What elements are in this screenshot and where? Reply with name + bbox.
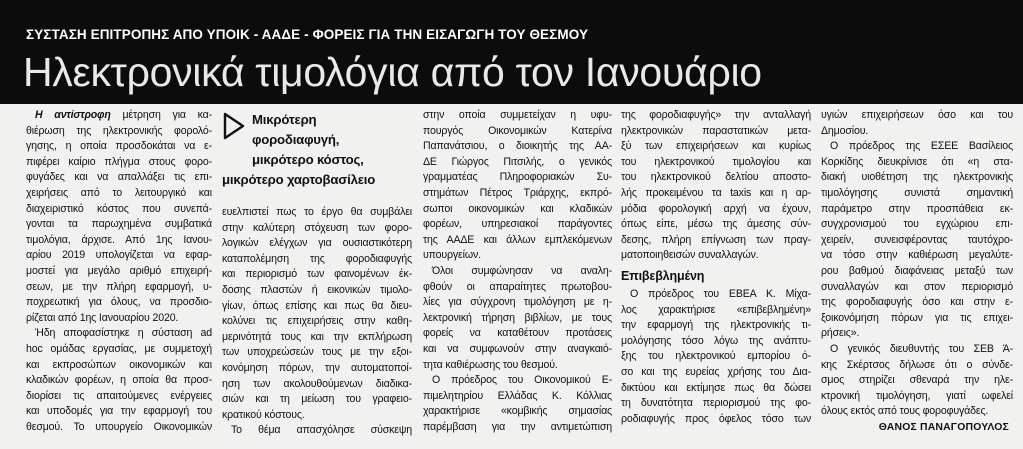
text-line: τη δυνατότητα περιορισμού της φο- (621, 397, 811, 410)
text-line: γονται τα παρωχημένα συμβατικά (26, 218, 212, 231)
paragraph (621, 287, 811, 427)
text-line: Ο γενικός διευθυντής του ΣΕΒ Ά- (830, 342, 1013, 355)
text-line: δεσης, πλήρη επίγνωση των πραγ- (621, 233, 811, 246)
text-line: της φοροδιαφυγής» την ανταλλαγή (621, 109, 811, 121)
text-line: Ο πρόεδρος της ΕΣΕΕ Βασίλειος (830, 140, 1013, 153)
text-line: τιμολόγησης συνιστά σημαντική (821, 186, 1013, 199)
text-line: διορίσει τις απαιτούμενες ενέργειες (26, 389, 212, 402)
text-line: στην οποία συμμετείχαν η υφυ- (423, 109, 612, 121)
pull-quote-line: φοροδιαφυγή, (252, 132, 340, 147)
text-line: όπως είπε, μέσω της άμεσης σύν- (621, 218, 811, 231)
pull-quote-line: Μικρότερη (252, 112, 317, 127)
text-line: κρατικού κόστους. (222, 408, 305, 421)
text-line: τητα καθιέρωσης του θεσμού. (423, 358, 558, 371)
text-line: χειρήσεις από το λειτουργικό και (26, 186, 212, 199)
text-line: δικτύου και εκτίμησε πως θα δώσει (621, 381, 811, 394)
text-line: ματοποιηθεισών συναλλαγών. (621, 249, 759, 262)
text-line: διαχειριστικό κόστος που συνεπά- (26, 202, 212, 215)
text-line: λος χαρακτήρισε «επιβεβλημένη» (621, 303, 811, 316)
paragraph (26, 108, 212, 326)
text-line: πιφέρει καίριο πλήγμα στους φορο- (26, 155, 212, 168)
text-line: σο και της ευρείας χρήσης του Δια- (621, 365, 811, 378)
text-line: ηλεκτρονικών παραστατικών μετα- (621, 124, 811, 137)
pull-quote-line: μικρότερο χαρτοβασίλειο (222, 172, 376, 187)
text-line: ροδιαφυγής προς όφελος τόσο των (621, 412, 811, 425)
text-line: ρήσεις». (821, 327, 860, 340)
text-line: πουργός Οικονομικών Κατερίνα (423, 124, 612, 137)
text-line: μερινότητά τους και την εκπλήρωση (222, 330, 412, 343)
text-line: υπουργείων. (423, 249, 481, 262)
text-line: λής προκειμένου τα taxis και η αρ- (621, 186, 811, 199)
paragraph (222, 205, 412, 423)
text-line: παράμετρο στην προσπάθεια εκ- (821, 202, 1013, 215)
pull-quote (222, 108, 412, 205)
text-line: ευελπιστεί πως το έργο θα συμβάλει (222, 206, 412, 218)
text-line: ξοικονόμηση πόρων για τις επιχει- (821, 311, 1013, 324)
paragraph (222, 423, 412, 439)
text-line: την εφαρμογή της ηλεκτρονικής τι- (621, 319, 811, 332)
text-line: θεσμού. Το υπουργείο Οικονομικών (26, 420, 212, 433)
text-line: ρίζεται από 1ης Ιανουαρίου 2020. (26, 311, 179, 324)
text-line: σιών και τη μείωση του γραφειο- (222, 393, 412, 406)
text-line: λίες για σύγχρονη τιμολόγηση με η- (423, 296, 612, 309)
paragraph (423, 108, 612, 264)
text-line: λογικών ελέγχων για ουσιαστικότερη (222, 237, 412, 250)
text-line: ρου βαθμού διαφάνειας μεταξύ των (821, 264, 1013, 277)
headline: Ηλεκτρονικά τιμολόγια από τον Ιανουάριο (23, 49, 762, 95)
text-line: θιέρωση της ηλεκτρονικής φορολό- (26, 124, 212, 137)
text-line: φθούν οι απαραίτητες πρωτοβου- (423, 280, 612, 293)
text-line: δοσης πλαστών ή εικονικών τιμολο- (222, 283, 412, 296)
line-text: μέτρηση για κα- (122, 109, 212, 121)
text-line: λεκτρονική τήρηση βιβλίων, με τους (423, 311, 612, 324)
text-line: κονόμηση πόρων, την αυτοματοποί- (222, 361, 412, 374)
text-line: συναλλαγών και στον περιορισμό (821, 280, 1013, 293)
text-line: ξης του ηλεκτρονικού εμπορίου ό- (621, 350, 811, 363)
text-line: στημάτων Πέτρος Τριάρχης, εκπρό- (423, 186, 612, 199)
text-line: καταπολέμηση της φοροδιαφυγής (222, 252, 412, 265)
text-line: γησης, η οποία προσδοκάται να ε- (26, 140, 212, 153)
text-line: συγχρονισμού του εγχώριου επι- (821, 218, 1013, 231)
text-line: γίων, όπως επίσης και πως θα διευ- (222, 299, 412, 312)
article-column (222, 108, 412, 444)
text-line: φορέων, υπηρεσιακοί παράγοντες (423, 218, 612, 231)
text-line: μοστεί για μεγάλο αριθμό επιχειρή- (26, 264, 212, 277)
text-line: κλαδικών φορέων, η οποία θα προσ- (26, 374, 212, 387)
text-line: αρίου 2019 υπολογίζεται να εφαρ- (26, 249, 212, 262)
subheading: Επιβεβλημένη (621, 268, 705, 283)
text-line: hoc ομάδας εργασίας, με συμμετοχή (26, 342, 212, 355)
text-line: των υποχρεώσεών τους με την εξοι- (222, 346, 412, 359)
paragraph (821, 139, 1013, 342)
text-line: στην καλύτερη στόχευση των φορο- (222, 221, 412, 234)
paragraph (423, 373, 612, 435)
author-byline: ΘΑΝΟΣ ΠΑΝΑΓΟΠΟΥΛΟΣ (878, 421, 1009, 433)
text-line: ηση των ακολουθούμενων διαδικα- (222, 377, 412, 390)
paragraph (423, 264, 612, 373)
article-column (423, 108, 612, 444)
text-line: Το θέμα απασχόλησε σύσκεψη (231, 424, 412, 437)
article-column (621, 108, 811, 444)
article-column (821, 108, 1013, 444)
text-line: ποχρεωτική για όλους, να προσδιο- (26, 296, 212, 309)
text-line (26, 108, 212, 124)
text-line: Ο πρόεδρος του ΕΒΕΑ Κ. Μίχα- (630, 287, 811, 300)
text-line: κτρονική τιμολόγηση, γιατί ωφελεί (821, 389, 1013, 402)
text-line: Ο πρόεδρος του Οικονομικού Ε- (432, 374, 612, 387)
text-line: κης Σκέρτσος δήλωσε ότι ο σύνδε- (821, 358, 1013, 371)
text-line: της φοροδιαφυγής όσο και στην ε- (821, 296, 1013, 309)
text-line: και υποδομές για την εφαρμογή του (26, 405, 212, 418)
text-line: σμος στηρίζει σθεναρά την ηλε- (821, 374, 1013, 387)
text-line: και περιορισμό των φαινομένων έκ- (222, 268, 412, 281)
text-line: της ΑΑΔΕ και άλλων εμπλεκόμενων (423, 233, 612, 246)
text-line: φορείς να καταθέτουν προτάσεις (423, 327, 612, 340)
triangle-outline-icon (222, 111, 252, 151)
text-line: διακή υιοθέτηση της ηλεκτρονικής (821, 171, 1013, 184)
text-line: Ήδη αποφασίστηκε η σύσταση ad (35, 327, 212, 340)
text-line: του ηλεκτρονικού δελτίου αποστο- (621, 171, 811, 184)
masthead (0, 0, 1023, 104)
text-line: χειρείν, συνεισφέροντας ταυτόχρο- (821, 233, 1013, 246)
text-line: πιμελητηρίου Ελλάδας Κ. Κόλλιας (423, 389, 612, 402)
text-line: γραμματέας Πληροφοριακών Συ- (423, 171, 612, 184)
paragraph (621, 108, 811, 264)
paragraph (821, 342, 1013, 420)
text-line: Κορκίδης διευκρίνισε ότι «η στα- (821, 155, 1013, 168)
text-line: τιμολόγια, άρχισε. Από 1ης Ιανου- (26, 233, 212, 246)
kicker: ΣΥΣΤΑΣΗ ΕΠΙΤΡΟΠΗΣ ΑΠΟ ΥΠΟΙΚ - ΑΑΔΕ - ΦΟΡΕΙΣ ΓΙΑ ΤΗΝ ΕΙΣΑΓΩΓΗ ΤΟΥ ΘΕΣΜΟΥ (26, 27, 589, 42)
paragraph (26, 326, 212, 435)
paragraph (821, 108, 1013, 139)
text-line: Όλοι συμφώνησαν να αναλη- (432, 264, 612, 277)
text-line: σεων, με την πλήρη εφαρμογή, υ- (26, 280, 212, 293)
text-line: ΔΕ Γιώργος Πιτσιλής, ο γενικός (423, 155, 612, 168)
text-line: όλους εκτός από τους φοροφυγάδες. (821, 405, 989, 418)
text-line: μόδια φορολογική αρχή να έχουν, (621, 202, 811, 215)
text-line: παρέμβαση για την αντιμετώπιση (423, 420, 612, 433)
text-line: κολύνει τις επιχειρήσεις στην καθη- (222, 315, 412, 328)
text-line: και εκπροσώπων οικονομικών και (26, 358, 212, 371)
text-line: και να συμφωνούν στην αναγκαιό- (423, 342, 612, 355)
text-line: υγιών επιχειρήσεων όσο και του (821, 109, 1013, 121)
text-line: να τόσο στην καθιέρωση μεγαλύτε- (821, 249, 1013, 262)
text-line: του ηλεκτρονικού τιμολογίου και (621, 155, 811, 168)
text-line: φυγάδες και να απαλλάξει τις επι- (26, 171, 212, 184)
text-line: ξύ των επιχειρήσεων και κυρίως (621, 140, 811, 153)
pull-quote-line: μικρότερο κόστος, (252, 152, 364, 167)
text-line: σωποι οικονομικών και κλαδικών (423, 202, 612, 215)
article-column (26, 108, 212, 444)
text-line: Δημοσίου. (821, 124, 869, 137)
lead-in: Η αντίστροφη (35, 109, 111, 121)
text-line: Παπανάτσιου, ο διοικητής της ΑΑ- (423, 140, 612, 153)
text-line: μολόγησης τόσο λόγω της ανάπτυ- (621, 334, 811, 347)
text-line: χαρακτήρισε «κομβικής σημασίας (423, 405, 612, 418)
